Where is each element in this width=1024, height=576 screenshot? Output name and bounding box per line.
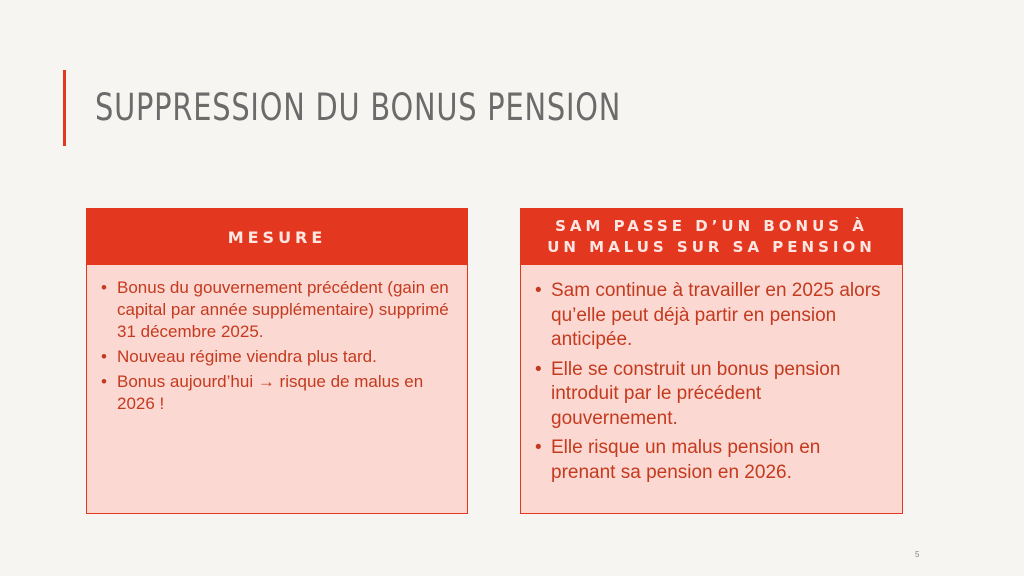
measure-card-header: MESURE [87,209,467,265]
sam-example-card [520,208,903,514]
sam-header-line-2: UN MALUS SUR SA PENSION [547,238,876,256]
list-item: • Elle risque un malus pension en prenant sa pension en 2026. [533,436,890,485]
slide-title: SUPPRESSION DU BONUS PENSION [95,86,622,129]
title-accent-bar [63,70,66,146]
list-item: • Bonus du gouvernement précédent (gain en capital par année supplémentaire) supprimé 31 décembre 2025. [99,277,455,343]
list-item: • Elle se construit un bonus pension introduit par le précédent gouvernement. [533,358,890,432]
sam-header-line-1: SAM PASSE D’UN BONUS À [555,217,868,235]
sam-example-card-header [521,209,902,265]
sam-bullet-list [521,265,902,485]
measure-bullet-list [87,265,467,415]
list-item: • Nouveau régime viendra plus tard. [99,346,455,368]
list-item: • Sam continue à travailler en 2025 alors qu’elle peut déjà partir en pension anticipée. [533,279,890,353]
list-item: • Bonus aujourd’hui → risque de malus en 2026 ! [99,371,455,415]
page-number: 5 [915,550,920,559]
measure-card [86,208,468,514]
